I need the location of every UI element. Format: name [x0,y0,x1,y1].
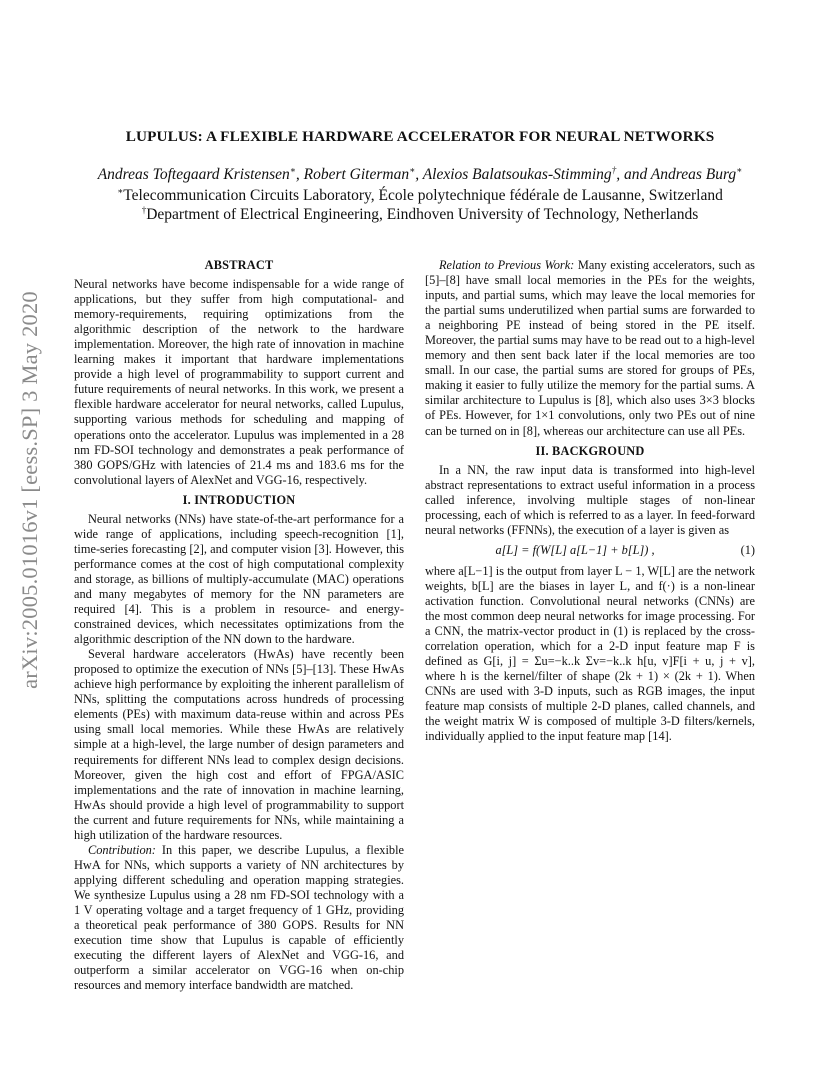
right-column [425,258,755,744]
author-list [60,166,780,184]
arxiv-stamp-text: arXiv:2005.01016v1 [eess.SP] 3 May 2020 [17,291,42,689]
affiliation-mark: ∗ [289,164,296,175]
paper-title: LUPULUS: A FLEXIBLE HARDWARE ACCELERATOR FOR NEURAL NETWORKS [125,128,715,145]
intro-paragraph-3 [74,843,404,993]
affiliation-mark: † [611,164,617,175]
left-column [74,258,404,993]
abstract-heading: ABSTRACT [204,258,274,272]
paragraph-body: Many existing accelerators, such as [5]–[8] have small local memories in the PEs for the weights, inputs, and partial sums, which may leave the local memories for the partial sums underutilized when partial sums are forwarded to a neighboring PE instead of being stored in the PE itself. Moreover, the partial sums may have to be read out to a high-level memory and then sent back later if the local memories are too small. In our case, the partial sums are stored for groups of PEs, making it easier to fully utilize the memory for the partial sums. A similar architecture to Lupulus is [8], which also uses 3×3 blocks of PEs. However, for 1×1 convolutions, only two PEs out of nine can be turned on in [8], whereas our architecture can use all PEs. [425,258,755,438]
affiliation-mark: ∗ [117,185,124,196]
arxiv-stamp [12,280,48,700]
affiliation-mark: † [141,204,147,215]
author-name: , Alexios Balatsoukas-Stimming [415,166,612,183]
intro-paragraph-4 [425,258,755,439]
equation-body: a[L] = f(W[L] a[L−1] + b[L]) , [495,542,655,557]
affiliation-mark: ∗ [736,164,743,175]
equation-1 [425,543,755,558]
affiliation-2 [60,206,780,224]
paragraph-body: In this paper, we describe Lupulus, a flexible HwA for NNs, which supports a variety of NN architectures by applying different scheduling and operation mapping strategies. We synthesize Lupulus using a 28 nm FD-SOI technology with a 1 V operating voltage and a target frequency of 1 GHz, providing a theoretical peak performance of 380 GOPS. Results for NN execution time show that Lupulus is capable of efficiently executing the different layers of AlexNet and VGG-16, and outperform a similar accelerator on VGG-16 when on-chip resources and memory interface bandwidth are matched. [74,842,404,993]
paragraph-lead: Contribution: [88,842,156,857]
paragraph-lead: Relation to Previous Work: [439,258,575,272]
equation-number: (1) [740,542,755,557]
intro-paragraph-2: Several hardware accelerators (HwAs) have recently been proposed to optimize the execution of NNs [5]–[13]. These HwAs achieve high performance by exploiting the inherent parallelism of NNs, splitting the computations across hundreds of processing elements (PEs) with maximum data-reuse within and across PEs using small local memories. While these HwAs are relatively simple at a high-level, the large number of design parameters and requirements for different NNs lead to complex design decisions. Moreover, given the high cost and effort of FPGA/ASIC implementations and the rate of innovation in machine learning, HwAs should provide a high level of programmability to support the current and future requirements for NNs, while maintaining a high utilization of the hardware resources. [74,647,404,842]
background-paragraph-1: In a NN, the raw input data is transformed into high-level abstract representations to extract useful information in a process called inference, involving multiple stages of non-linear processing, each of which is referred to as a layer. In feed-forward neural networks (FFNNs), the execution of a layer is given as [425,462,755,537]
intro-paragraph-1: Neural networks (NNs) have state-of-the-art performance for a wide range of applications, including speech-recognition [1], time-series forecasting [2], and computer vision [3]. However, this performance comes at the cost of high computational complexity and storage, as billions of multiply-accumulate (MAC) operations and many megabytes of memory for the NN parameters are required [4]. This is a problem in resource- and energy-constrained devices, which necessitates optimizations from the algorithmic description of the NN down to the hardware. [74,511,404,647]
author-name: Andreas Toftegaard Kristensen [97,166,290,183]
author-name: , and Andreas Burg [616,166,737,183]
abstract-text: Neural networks have become indispensable for a wide range of applications, but they suffer from high computational- and memory-requirements, requiring optimizations from the algorithmic description of the network to the hardware implementation. Moreover, the high rate of innovation in machine learning makes it important that hardware implementations provide a high level of programmability to support current and future requirements of neural networks. In this work, we present a flexible hardware accelerator for neural networks, called Lupulus, supporting various methods for scheduling and mapping of operations onto the accelerator. Lupulus was implemented in a 28 nm FD-SOI technology and demonstrates a peak performance of 380 GOPS/GHz with latencies of 21.4 ms and 183.6 ms for the convolutional layers of AlexNet and VGG-16, respectively. [74,277,404,487]
background-paragraph-2: where a[L−1] is the output from layer L − 1, W[L] are the network weights, b[L] are the biases in layer L, and f(·) is a non-linear activation function. Convolutional neural networks (CNNs) are the most common deep neural networks for image processing. For a CNN, the matrix-vector product in (1) is replaced by the cross-correlation operation, which for a 2-D input feature map F is defined as G[i, j] = Σu=−k..k Σv=−k..k h[u, v]F[i + u, j + v], where h is the kernel/filter of shape (2k + 1) × (2k + 1). When CNNs are used with 3-D inputs, such as RGB images, the input feature map consists of multiple 2-D planes, called channels, and the weight matrix W is composed of multiple 3-D filters/kernels, individually applied to the input feature map [14]. [425,563,755,744]
author-name: , Robert Giterman [295,166,410,183]
intro-heading: I. INTRODUCTION [182,492,296,507]
affiliation-text: Department of Electrical Engineering, Eindhoven University of Technology, Netherlands [146,206,699,223]
affiliation-mark: ∗ [409,164,416,175]
affiliation-1 [60,187,780,205]
affiliation-text: Telecommunication Circuits Laboratory, École polytechnique fédérale de Lausanne, Switzerland [123,187,723,204]
background-heading: II. BACKGROUND [535,443,645,458]
